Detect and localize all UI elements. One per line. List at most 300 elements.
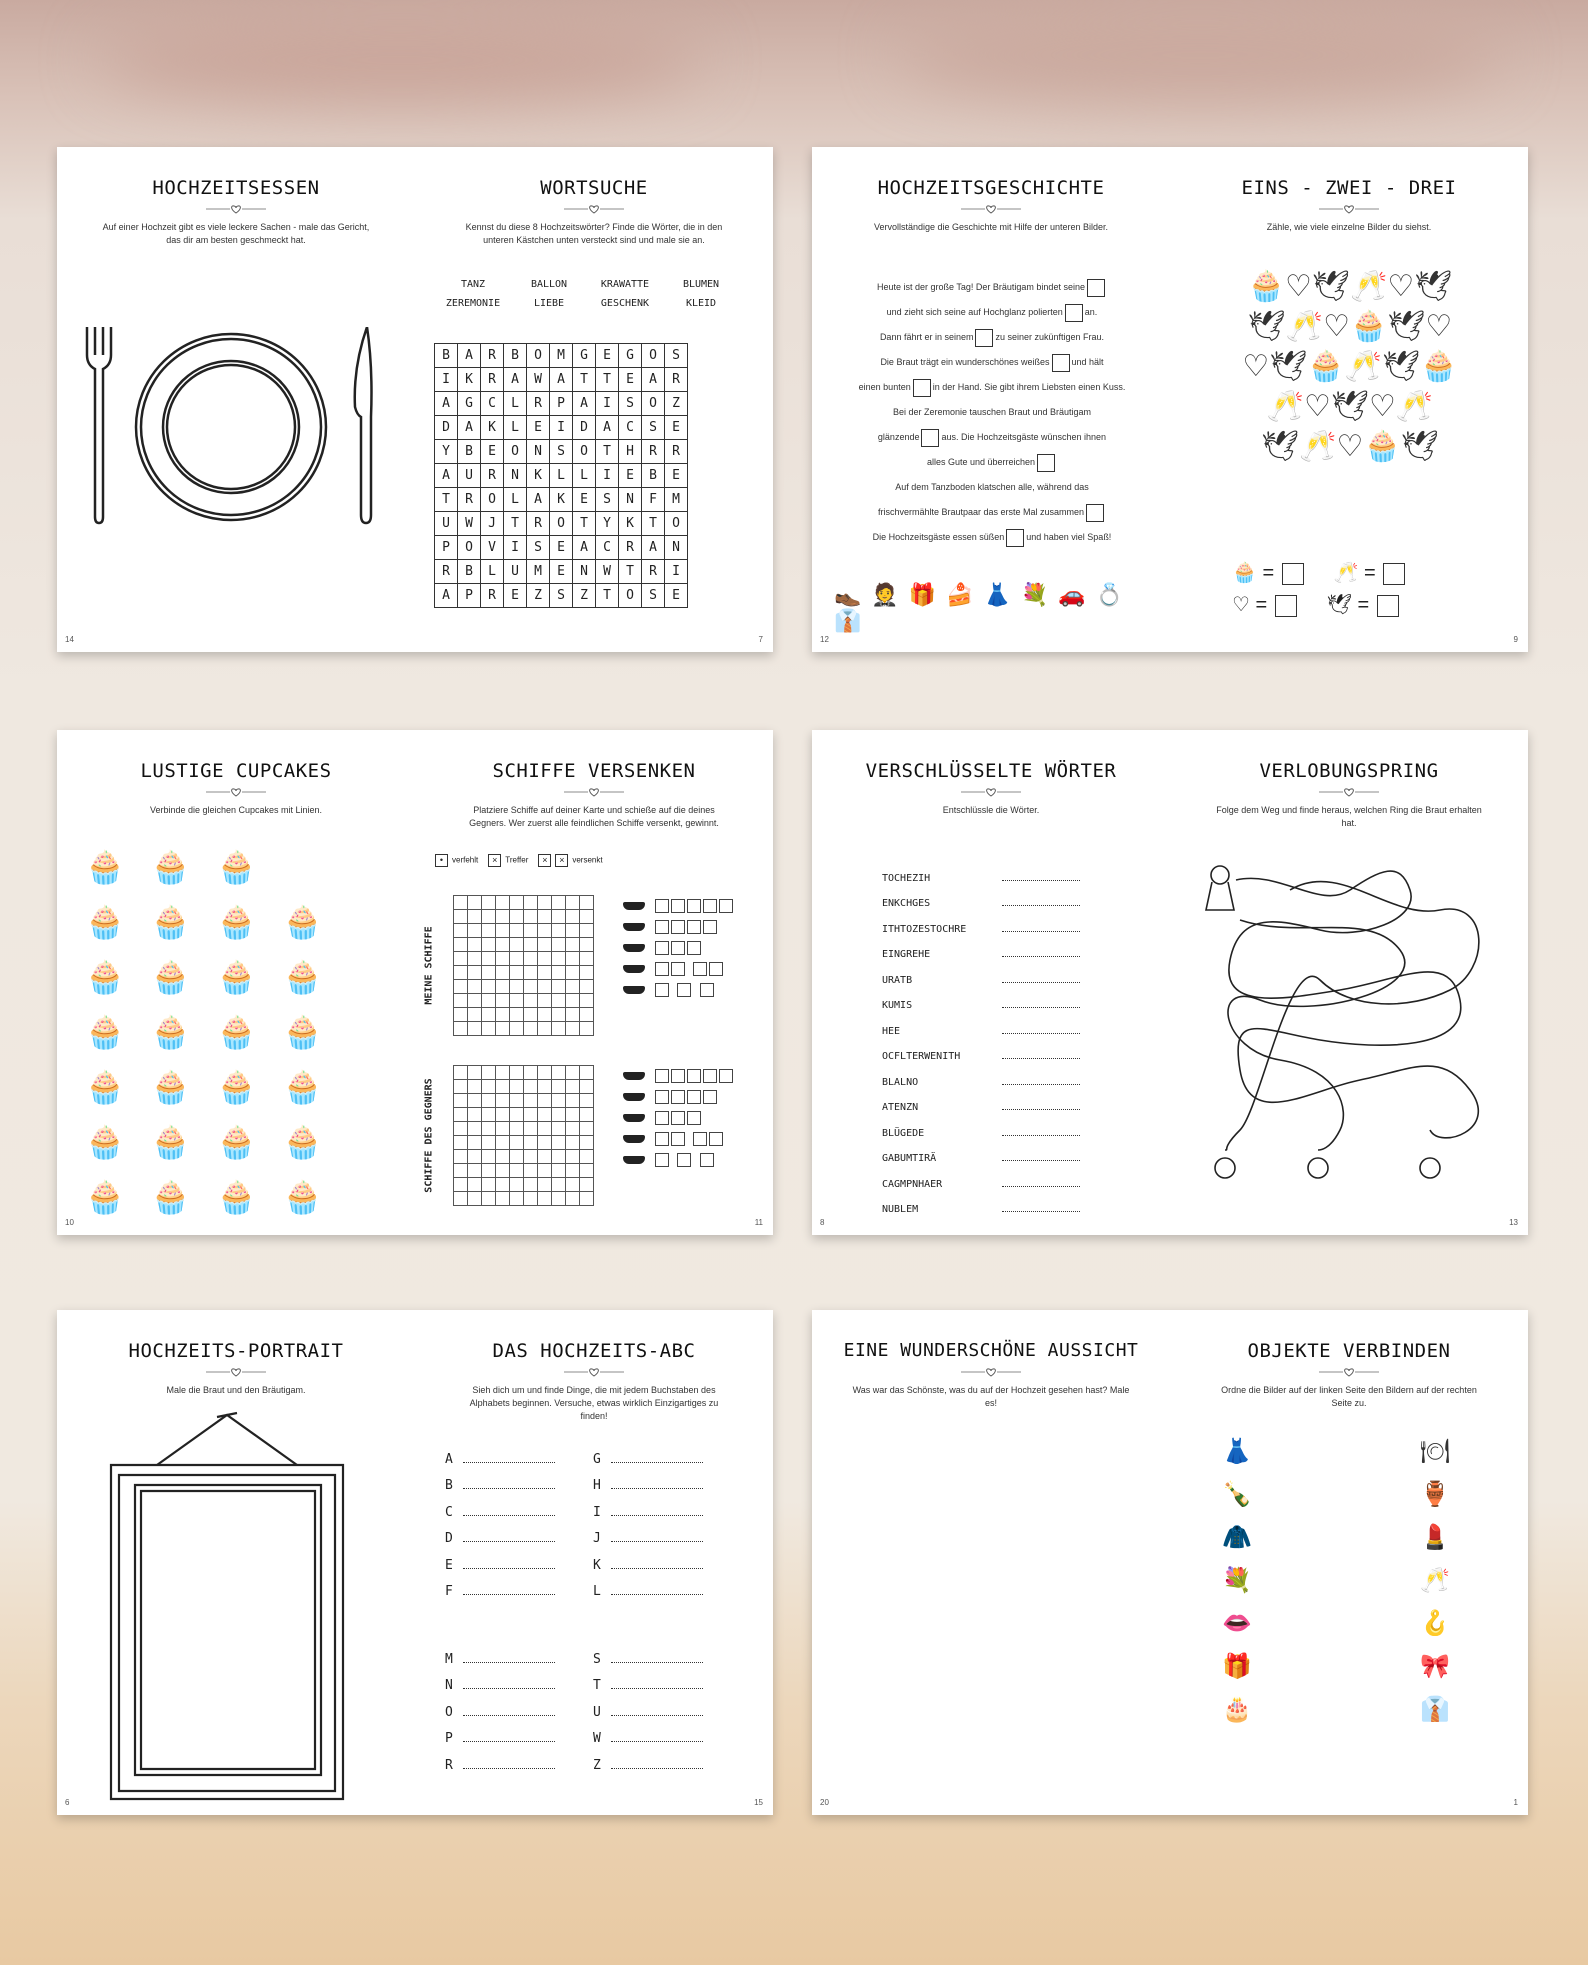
blank-box[interactable] xyxy=(1065,304,1083,322)
grid-letter[interactable]: F xyxy=(642,488,665,512)
grid-letter[interactable]: R xyxy=(481,584,504,608)
grid-letter[interactable]: S xyxy=(527,536,550,560)
page-subtitle: Kennst du diese 8 Hochzeitswörter? Finde die Wörter, die in den unteren Kästchen unten versteckt sind und male sie an. xyxy=(465,222,723,245)
abc-row xyxy=(445,1467,555,1494)
scrambled-word: URATB xyxy=(882,974,913,986)
story-picture-row: 👞🤵🎁🍰👗💐🚗💍👔 xyxy=(834,582,1134,633)
grid-letter[interactable]: O xyxy=(527,344,550,368)
grid-letter[interactable]: O xyxy=(550,512,573,536)
page-title: HOCHZEITSGESCHICHTE xyxy=(877,177,1105,199)
count-box[interactable] xyxy=(1282,563,1304,585)
answer-line[interactable] xyxy=(611,1541,703,1542)
answer-line[interactable] xyxy=(463,1768,555,1769)
page-verschluesselte-woerter xyxy=(812,730,1170,1235)
answer-line[interactable] xyxy=(1002,1007,1080,1008)
grid-letter[interactable]: T xyxy=(596,440,619,464)
abc-letter: O xyxy=(445,1704,453,1720)
grid-letter[interactable]: D xyxy=(435,416,458,440)
answer-line[interactable] xyxy=(1002,1084,1080,1085)
count-answer-row: 🧁 = 🥂 = ♡ = 🕊 = xyxy=(1232,557,1407,621)
abc-letter: J xyxy=(593,1531,601,1546)
page-number: 7 xyxy=(758,635,763,644)
grid-letter[interactable]: D xyxy=(573,416,596,440)
answer-line[interactable] xyxy=(611,1594,703,1595)
answer-line[interactable] xyxy=(463,1541,555,1542)
grid-letter[interactable]: A xyxy=(458,344,481,368)
grid-letter[interactable]: R xyxy=(665,440,688,464)
grid-letter[interactable]: L xyxy=(573,464,596,488)
grid-letter[interactable]: C xyxy=(596,536,619,560)
grid-letter[interactable]: S xyxy=(665,344,688,368)
grid-letter[interactable]: E xyxy=(573,488,596,512)
grid-letter[interactable]: E xyxy=(596,344,619,368)
grid-letter[interactable]: U xyxy=(504,560,527,584)
page-title: EINE WUNDERSCHÖNE AUSSICHT xyxy=(843,1340,1139,1361)
abc-column xyxy=(445,1440,555,1599)
scrambled-word: ATENZN xyxy=(882,1102,919,1113)
grid-letter[interactable]: O xyxy=(619,584,642,608)
page-lustige-cupcakes xyxy=(57,730,415,1235)
abc-letter: C xyxy=(445,1504,453,1520)
answer-line[interactable] xyxy=(611,1715,703,1716)
grid-letter[interactable]: R xyxy=(665,368,688,392)
grid-letter[interactable]: I xyxy=(504,536,527,560)
story-text xyxy=(832,275,1152,550)
grid-letter[interactable]: A xyxy=(573,536,596,560)
grid-letter[interactable]: A xyxy=(642,368,665,392)
grid-letter[interactable]: S xyxy=(550,440,573,464)
scrambled-word: BLALNO xyxy=(882,1076,919,1088)
abc-column xyxy=(593,1440,703,1599)
answer-line[interactable] xyxy=(463,1462,555,1463)
grid-letter[interactable]: T xyxy=(504,512,527,536)
grid-letter[interactable]: T xyxy=(596,368,619,392)
story-line: Bei der Zeremonie tauschen Braut und Bräutigam xyxy=(892,407,1092,417)
grid-letter[interactable]: R xyxy=(527,392,550,416)
abc-row xyxy=(445,1720,555,1747)
blank-box[interactable] xyxy=(1006,529,1024,547)
grid-letter[interactable]: R xyxy=(481,344,504,368)
abc-row xyxy=(593,1493,703,1520)
answer-line[interactable] xyxy=(463,1741,555,1742)
page-subtitle: Auf einer Hochzeit gibt es viele leckere Sachen - male das Gericht, das dir am besten geschmeckt hat. xyxy=(102,222,370,245)
page-subtitle: Platziere Schiffe auf deiner Karte und schieße auf die deines Gegners. Wer zuerst alle feindlichen Schiffe versenkt, gewinnt. xyxy=(469,805,719,828)
page-hochzeitsgeschichte xyxy=(812,147,1170,652)
answer-line[interactable] xyxy=(463,1715,555,1716)
equals-sign: = xyxy=(1357,594,1370,616)
abc-row xyxy=(445,1573,555,1600)
grid-letter[interactable]: L xyxy=(504,488,527,512)
scrambled-row xyxy=(882,960,1080,986)
equals-sign: = xyxy=(1255,594,1268,616)
grid-letter[interactable]: G xyxy=(573,344,596,368)
page-number: 8 xyxy=(820,1218,825,1227)
abc-row xyxy=(593,1573,703,1600)
grid-letter[interactable]: R xyxy=(481,368,504,392)
grid-letter[interactable]: Y xyxy=(596,512,619,536)
word-list xyxy=(435,279,755,317)
word: KLEID xyxy=(685,298,717,309)
grid-letter[interactable]: P xyxy=(458,584,481,608)
grid-letter[interactable]: T xyxy=(573,368,596,392)
heart-ornament-icon xyxy=(1319,1366,1379,1378)
legend-label: verfehlt xyxy=(452,855,479,865)
scrambled-word: GABUMTIRÄ xyxy=(882,1153,937,1164)
grid-letter[interactable]: E xyxy=(550,560,573,584)
scrambled-word: EINGREHE xyxy=(882,949,931,960)
plate-cutlery-illustration xyxy=(77,327,387,537)
answer-line[interactable] xyxy=(463,1688,555,1689)
grid-letter[interactable]: E xyxy=(665,416,688,440)
abc-letter: M xyxy=(445,1651,453,1667)
blank-box[interactable] xyxy=(921,429,939,447)
story-line: und haben viel Spaß! xyxy=(1026,532,1112,542)
equals-sign: = xyxy=(1262,562,1275,584)
grid-letter[interactable]: I xyxy=(435,368,458,392)
count-box[interactable] xyxy=(1377,595,1399,617)
blank-box[interactable] xyxy=(1087,279,1105,297)
grid-letter[interactable]: E xyxy=(550,536,573,560)
page-number: 20 xyxy=(820,1798,829,1807)
spread-cupcakes xyxy=(57,730,773,1235)
count-box[interactable] xyxy=(1275,595,1297,617)
page-number: 11 xyxy=(754,1218,763,1227)
page-subtitle: Sieh dich um und finde Dinge, die mit jedem Buchstaben des Alphabets beginnen. Versuche, etwas wirklich Einzigartiges zu finden! xyxy=(469,1385,719,1421)
own-ships-grid[interactable] xyxy=(453,895,594,1036)
grid-letter[interactable]: O xyxy=(458,536,481,560)
answer-line[interactable] xyxy=(463,1488,555,1489)
story-line: alles Gute und überreichen xyxy=(926,457,1036,467)
answer-line[interactable] xyxy=(463,1515,555,1516)
scrambled-word: ENKCHGES xyxy=(882,898,931,909)
page-number: 13 xyxy=(1509,1218,1518,1227)
grid-letter[interactable]: A xyxy=(435,464,458,488)
abc-row xyxy=(593,1440,703,1467)
abc-letter: W xyxy=(593,1731,601,1746)
scrambled-row xyxy=(882,1113,1080,1139)
story-line: an. xyxy=(1084,307,1098,317)
grid-letter[interactable]: E xyxy=(504,584,527,608)
answer-line[interactable] xyxy=(611,1768,703,1769)
grid-letter[interactable]: A xyxy=(435,392,458,416)
page-wortsuche xyxy=(415,147,773,652)
page-number: 14 xyxy=(65,635,74,644)
right-objects-column: 🍽 🏺 💄 🥂 🪝 🎀 👔 xyxy=(1420,1438,1451,1723)
grid-letter[interactable]: B xyxy=(458,440,481,464)
grid-letter[interactable]: O xyxy=(665,512,688,536)
page-objekte-verbinden xyxy=(1170,1310,1528,1815)
grid-letter[interactable]: E xyxy=(665,584,688,608)
answer-line[interactable] xyxy=(1002,1033,1080,1034)
abc-row xyxy=(445,1440,555,1467)
grid-letter[interactable]: Z xyxy=(665,392,688,416)
answer-line[interactable] xyxy=(611,1462,703,1463)
answer-line[interactable] xyxy=(463,1568,555,1569)
page-title: HOCHZEITS-PORTRAIT xyxy=(128,1340,344,1362)
scrambled-row xyxy=(882,884,1080,910)
heart-ornament-icon xyxy=(206,203,266,215)
grid-letter[interactable]: M xyxy=(665,488,688,512)
grid-letter[interactable]: K xyxy=(458,368,481,392)
own-fleet-list xyxy=(623,895,733,1000)
abc-row xyxy=(445,1493,555,1520)
grid-letter[interactable]: A xyxy=(458,416,481,440)
grid-letter[interactable]: K xyxy=(619,512,642,536)
answer-line[interactable] xyxy=(463,1594,555,1595)
grid-letter[interactable]: R xyxy=(435,560,458,584)
page-title: EINS - ZWEI - DREI xyxy=(1241,177,1457,199)
grid-letter[interactable]: E xyxy=(527,416,550,440)
page-number: 6 xyxy=(65,1798,70,1807)
story-line: Die Braut trägt ein wunderschönes weißes xyxy=(880,357,1050,367)
abc-letter: A xyxy=(445,1451,453,1467)
grid-letter[interactable]: A xyxy=(642,536,665,560)
abc-row xyxy=(593,1746,703,1773)
abc-letter: E xyxy=(445,1557,453,1573)
grid-letter[interactable]: N xyxy=(504,464,527,488)
grid-letter[interactable]: E xyxy=(665,464,688,488)
left-objects-column: 👗 🍾 🧥 💐 👄 🎁 🎂 xyxy=(1222,1438,1252,1723)
scrambled-word-list xyxy=(882,858,1080,1215)
blank-box[interactable] xyxy=(1037,454,1055,472)
scrambled-row xyxy=(882,1164,1080,1190)
grid-letter[interactable]: O xyxy=(642,344,665,368)
grid-letter[interactable]: E xyxy=(619,464,642,488)
grid-letter[interactable]: A xyxy=(435,584,458,608)
grid-letter[interactable]: B xyxy=(458,560,481,584)
drawing-area[interactable] xyxy=(832,1410,1150,1790)
grid-letter[interactable]: T xyxy=(619,560,642,584)
grid-letter[interactable]: O xyxy=(642,392,665,416)
grid-letter[interactable]: S xyxy=(642,416,665,440)
answer-line[interactable] xyxy=(611,1568,703,1569)
grid-letter[interactable]: M xyxy=(527,560,550,584)
grid-letter[interactable]: R xyxy=(481,464,504,488)
page-subtitle: Ordne die Bilder auf der linken Seite den Bildern auf der rechten Seite zu. xyxy=(1221,1385,1477,1408)
heart-ornament-icon xyxy=(564,786,624,798)
answer-line[interactable] xyxy=(1002,982,1080,983)
grid-letter[interactable]: O xyxy=(573,440,596,464)
abc-letter: U xyxy=(593,1704,601,1720)
count-box[interactable] xyxy=(1383,563,1405,585)
grid-letter[interactable]: B xyxy=(435,344,458,368)
page-hochzeitsessen xyxy=(57,147,415,652)
grid-letter[interactable]: N xyxy=(573,560,596,584)
grid-letter[interactable]: A xyxy=(504,368,527,392)
grid-letter[interactable]: N xyxy=(527,440,550,464)
grid-letter[interactable]: E xyxy=(619,368,642,392)
cupcake-field: 🧁🧁🧁 🧁🧁🧁🧁 🧁🧁🧁🧁 🧁🧁🧁🧁 🧁🧁🧁🧁 🧁🧁🧁🧁 🧁🧁🧁🧁 xyxy=(85,849,349,1215)
answer-line[interactable] xyxy=(463,1662,555,1663)
grid-letter[interactable]: W xyxy=(527,368,550,392)
grid-letter[interactable]: U xyxy=(435,512,458,536)
grid-letter[interactable]: U xyxy=(458,464,481,488)
abc-row xyxy=(445,1640,555,1667)
grid-letter[interactable]: T xyxy=(573,512,596,536)
grid-letter[interactable]: Y xyxy=(435,440,458,464)
answer-line[interactable] xyxy=(611,1688,703,1689)
page-number: 10 xyxy=(65,1218,74,1227)
answer-line[interactable] xyxy=(1002,1109,1080,1110)
legend-label: Treffer xyxy=(505,855,529,865)
word: BLUMEN xyxy=(682,279,720,290)
grid-letter[interactable]: A xyxy=(527,488,550,512)
answer-line[interactable] xyxy=(1002,1058,1080,1059)
grid-letter[interactable]: G xyxy=(619,344,642,368)
answer-line[interactable] xyxy=(1002,956,1080,957)
heart-ornament-icon xyxy=(564,203,624,215)
answer-line[interactable] xyxy=(611,1488,703,1489)
grid-letter[interactable]: G xyxy=(458,392,481,416)
answer-line[interactable] xyxy=(1002,1186,1080,1187)
story-line: einen bunten xyxy=(858,382,911,392)
grid-letter[interactable]: L xyxy=(504,416,527,440)
grid-letter[interactable]: Z xyxy=(573,584,596,608)
heart-ornament-icon xyxy=(206,1366,266,1378)
abc-letter: R xyxy=(445,1757,453,1773)
page-title: VERLOBUNGSPRING xyxy=(1259,760,1439,782)
grid-letter[interactable]: K xyxy=(527,464,550,488)
answer-line[interactable] xyxy=(1002,880,1080,881)
grid-letter[interactable]: C xyxy=(619,416,642,440)
grid-letter[interactable]: K xyxy=(481,416,504,440)
maze-path-illustration[interactable] xyxy=(1200,850,1500,1180)
scrambled-row xyxy=(882,986,1080,1012)
answer-line[interactable] xyxy=(1002,931,1080,932)
grid-letter[interactable]: R xyxy=(642,560,665,584)
grid-letter[interactable]: R xyxy=(527,512,550,536)
abc-letter: B xyxy=(445,1478,453,1493)
abc-letter: Z xyxy=(593,1757,601,1773)
grid-letter[interactable]: I xyxy=(596,464,619,488)
answer-line[interactable] xyxy=(1002,1160,1080,1161)
page-subtitle: Verbinde die gleichen Cupcakes mit Linien. xyxy=(149,805,323,815)
grid-letter[interactable]: M xyxy=(550,344,573,368)
answer-line[interactable] xyxy=(1002,1135,1080,1136)
scrambled-row xyxy=(882,935,1080,961)
grid-letter[interactable]: B xyxy=(504,344,527,368)
scrambled-word: NUBLEM xyxy=(882,1204,919,1215)
abc-letter: H xyxy=(593,1478,601,1493)
grid-letter[interactable]: T xyxy=(642,512,665,536)
grid-letter[interactable]: I xyxy=(596,392,619,416)
grid-letter[interactable]: R xyxy=(458,488,481,512)
picture-frame-illustration[interactable] xyxy=(107,1405,347,1805)
heart-ornament-icon xyxy=(1319,203,1379,215)
scrambled-word: OCFLTERWENITH xyxy=(882,1051,961,1062)
spread-aussicht xyxy=(812,1310,1528,1815)
grid-letter[interactable]: S xyxy=(642,584,665,608)
grid-letter[interactable]: E xyxy=(481,440,504,464)
page-number: 12 xyxy=(820,635,829,644)
legend-label: versenkt xyxy=(572,855,603,865)
grid-letter[interactable]: S xyxy=(596,488,619,512)
grid-letter[interactable]: L xyxy=(550,464,573,488)
page-number: 9 xyxy=(1513,635,1518,644)
page-title: HOCHZEITSESSEN xyxy=(152,177,320,199)
spread-verschluesselte-woerter xyxy=(812,730,1528,1235)
grid-letter[interactable]: N xyxy=(665,536,688,560)
grid-letter[interactable]: H xyxy=(619,440,642,464)
grid-letter[interactable]: A xyxy=(550,368,573,392)
grid-letter[interactable]: O xyxy=(504,440,527,464)
page-title: OBJEKTE VERBINDEN xyxy=(1247,1340,1451,1362)
scrambled-word: HEE xyxy=(882,1025,901,1037)
grid-label-own: MEINE SCHIFFE xyxy=(423,926,435,1005)
answer-line[interactable] xyxy=(611,1662,703,1663)
heart-ornament-icon xyxy=(206,786,266,798)
grid-letter[interactable]: W xyxy=(596,560,619,584)
grid-letter[interactable]: T xyxy=(596,584,619,608)
scrambled-row xyxy=(882,858,1080,884)
grid-letter[interactable]: P xyxy=(435,536,458,560)
grid-letter[interactable]: O xyxy=(481,488,504,512)
grid-letter[interactable]: R xyxy=(642,440,665,464)
grid-letter[interactable]: R xyxy=(619,536,642,560)
page-subtitle: Entschlüssle die Wörter. xyxy=(942,805,1040,815)
blank-box[interactable] xyxy=(913,379,931,397)
page-hochzeits-portrait xyxy=(57,1310,415,1815)
grid-letter[interactable]: J xyxy=(481,512,504,536)
heart-ornament-icon xyxy=(961,1366,1021,1378)
abc-letter: G xyxy=(593,1451,601,1467)
abc-letter: F xyxy=(445,1584,453,1599)
answer-line[interactable] xyxy=(611,1515,703,1516)
word: KRAWATTE xyxy=(600,279,650,290)
grid-letter[interactable]: I xyxy=(550,416,573,440)
scrambled-word: BLÜGEDE xyxy=(882,1127,925,1139)
grid-letter[interactable]: B xyxy=(642,464,665,488)
blank-box[interactable] xyxy=(975,329,993,347)
grid-letter[interactable]: P xyxy=(550,392,573,416)
story-line: Dann fährt er in seinem xyxy=(879,332,974,342)
grid-letter[interactable]: L xyxy=(481,560,504,584)
grid-letter[interactable]: C xyxy=(481,392,504,416)
scrambled-row xyxy=(882,1088,1080,1114)
grid-letter[interactable]: V xyxy=(481,536,504,560)
answer-line[interactable] xyxy=(1002,1211,1080,1212)
grid-letter[interactable]: A xyxy=(573,392,596,416)
answer-line[interactable] xyxy=(611,1741,703,1742)
grid-letter[interactable]: W xyxy=(458,512,481,536)
scrambled-row xyxy=(882,1011,1080,1037)
blank-box[interactable] xyxy=(1086,504,1104,522)
scrambled-row xyxy=(882,1062,1080,1088)
abc-row xyxy=(445,1746,555,1773)
grid-letter[interactable]: T xyxy=(435,488,458,512)
answer-line[interactable] xyxy=(1002,905,1080,906)
grid-letter[interactable]: Z xyxy=(527,584,550,608)
opponent-ships-grid[interactable] xyxy=(453,1065,594,1206)
abc-row xyxy=(593,1667,703,1694)
page-number: 15 xyxy=(754,1798,763,1807)
page-title: VERSCHLÜSSELTE WÖRTER xyxy=(865,760,1117,782)
word: LIEBE xyxy=(533,298,565,309)
grid-letter[interactable]: N xyxy=(619,488,642,512)
abc-column xyxy=(593,1640,703,1773)
abc-letter: S xyxy=(593,1651,601,1667)
grid-letter[interactable]: K xyxy=(550,488,573,512)
grid-letter[interactable]: I xyxy=(665,560,688,584)
grid-letter[interactable]: A xyxy=(596,416,619,440)
grid-letter[interactable]: L xyxy=(504,392,527,416)
spread-portrait xyxy=(57,1310,773,1815)
scrambled-row xyxy=(882,1139,1080,1165)
grid-letter[interactable]: S xyxy=(619,392,642,416)
blank-box[interactable] xyxy=(1052,354,1070,372)
grid-letter[interactable]: S xyxy=(550,584,573,608)
opponent-fleet-list xyxy=(623,1065,733,1170)
